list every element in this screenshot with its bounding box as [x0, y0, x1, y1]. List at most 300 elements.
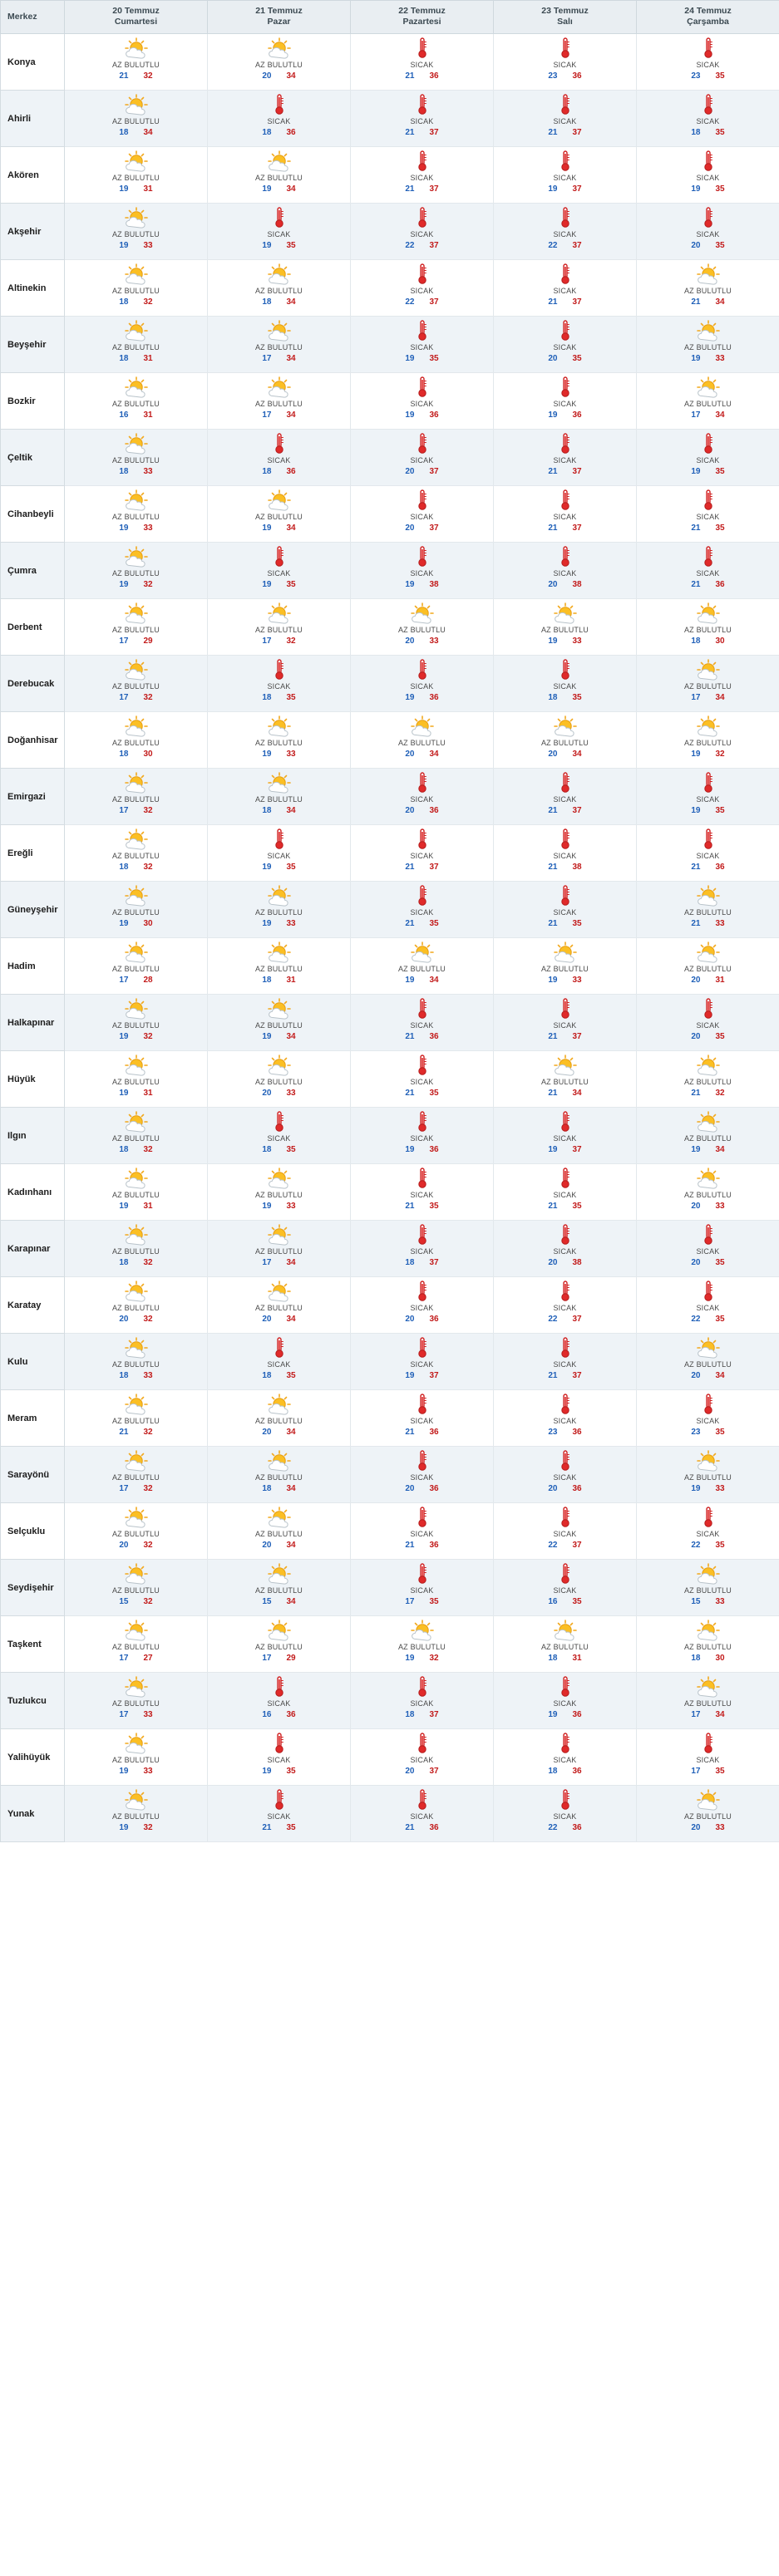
condition-label: SICAK: [267, 1134, 291, 1143]
thermometer-hot-icon: [210, 1111, 348, 1133]
sun-behind-cloud-icon: [67, 772, 205, 794]
min-temperature: 19: [548, 976, 558, 986]
sun-behind-cloud-icon: [496, 602, 634, 624]
max-temperature: 34: [429, 750, 439, 760]
min-temperature: 17: [262, 410, 272, 420]
min-temperature: 20: [405, 467, 415, 477]
max-temperature: 37: [572, 806, 582, 816]
forecast-cell: [637, 147, 779, 204]
min-temperature: 21: [405, 1032, 415, 1042]
condition-label: SICAK: [553, 1417, 577, 1426]
forecast-cell: [637, 1334, 779, 1390]
temperature-range: [210, 241, 348, 250]
max-temperature: 35: [286, 863, 296, 873]
temperature-range: [353, 580, 491, 589]
forecast-cell: [351, 1108, 494, 1164]
forecast-cell: [494, 1729, 637, 1786]
min-temperature: 19: [405, 1654, 415, 1664]
table-row: [1, 938, 779, 995]
forecast-cell: [351, 769, 494, 825]
forecast-cell: [208, 34, 351, 91]
condition-label: AZ BULUTLU: [254, 795, 303, 804]
temperature-range: [210, 1767, 348, 1776]
forecast-cell: [494, 373, 637, 430]
condition-label: SICAK: [410, 61, 434, 70]
sun-behind-cloud-icon: [210, 998, 348, 1020]
thermometer-hot-icon: [496, 1507, 634, 1528]
forecast-cell: [637, 1503, 779, 1560]
condition-label: SICAK: [553, 117, 577, 126]
temperature-range: [67, 410, 205, 420]
max-temperature: 34: [429, 976, 439, 986]
min-temperature: 17: [119, 806, 129, 816]
forecast-cell: [494, 938, 637, 995]
max-temperature: 37: [572, 128, 582, 138]
district-name[interactable]: Sarayönü: [1, 1447, 65, 1503]
condition-label: AZ BULUTLU: [111, 1812, 160, 1821]
sun-behind-cloud-icon: [210, 772, 348, 794]
min-temperature: 20: [691, 1823, 701, 1833]
sun-behind-cloud-icon: [353, 715, 491, 737]
temperature-range: [638, 1710, 777, 1719]
thermometer-hot-icon: [496, 1337, 634, 1359]
column-header-day-1: [208, 1, 351, 34]
min-temperature: 21: [691, 297, 701, 307]
thermometer-hot-icon: [496, 1224, 634, 1246]
condition-label: SICAK: [267, 1360, 291, 1369]
thermometer-hot-icon: [353, 1394, 491, 1415]
max-temperature: 32: [143, 580, 153, 590]
thermometer-hot-icon: [353, 94, 491, 116]
thermometer-hot-icon: [353, 1224, 491, 1246]
district-name[interactable]: Altinekin: [1, 260, 65, 317]
max-temperature: 34: [143, 128, 153, 138]
min-temperature: 19: [119, 1032, 129, 1042]
condition-label: SICAK: [553, 852, 577, 861]
forecast-cell: [65, 938, 208, 995]
forecast-cell: [208, 1786, 351, 1842]
temperature-range: [67, 241, 205, 250]
min-temperature: 17: [119, 1484, 129, 1494]
sun-behind-cloud-icon: [210, 1394, 348, 1415]
min-temperature: 18: [691, 1654, 701, 1664]
max-temperature: 33: [572, 976, 582, 986]
condition-label: SICAK: [696, 174, 720, 183]
sun-behind-cloud-icon: [638, 1676, 777, 1698]
district-name[interactable]: Hüyük: [1, 1051, 65, 1108]
min-temperature: 21: [548, 863, 558, 873]
thermometer-hot-icon: [353, 998, 491, 1020]
condition-label: SICAK: [267, 569, 291, 578]
thermometer-hot-icon: [353, 885, 491, 907]
temperature-range: [496, 1767, 634, 1776]
min-temperature: 20: [119, 1541, 129, 1551]
min-temperature: 18: [405, 1258, 415, 1268]
district-name[interactable]: Yalihüyük: [1, 1729, 65, 1786]
forecast-cell: [351, 1503, 494, 1560]
forecast-cell: [208, 1277, 351, 1334]
condition-label: SICAK: [553, 908, 577, 917]
min-temperature: 21: [691, 524, 701, 533]
max-temperature: 33: [572, 637, 582, 646]
max-temperature: 35: [715, 128, 725, 138]
column-header-day-0: [65, 1, 208, 34]
max-temperature: 31: [143, 410, 153, 420]
thermometer-hot-icon: [210, 94, 348, 116]
forecast-cell: [351, 1786, 494, 1842]
min-temperature: 19: [691, 806, 701, 816]
condition-label: AZ BULUTLU: [683, 1699, 732, 1708]
min-temperature: 16: [119, 410, 129, 420]
day-name-4: Çarşamba: [687, 17, 729, 27]
max-temperature: 38: [572, 580, 582, 590]
max-temperature: 35: [715, 1258, 725, 1268]
sun-behind-cloud-icon: [67, 1620, 205, 1641]
forecast-cell: [494, 825, 637, 882]
district-name[interactable]: Çeltik: [1, 430, 65, 486]
min-temperature: 18: [119, 1145, 129, 1155]
max-temperature: 33: [143, 1710, 153, 1720]
thermometer-hot-icon: [638, 489, 777, 511]
forecast-cell: [351, 938, 494, 995]
temperature-range: [353, 919, 491, 928]
temperature-range: [638, 128, 777, 137]
min-temperature: 19: [119, 1767, 129, 1777]
temperature-range: [67, 1767, 205, 1776]
district-name[interactable]: Konya: [1, 34, 65, 91]
thermometer-hot-icon: [638, 1224, 777, 1246]
max-temperature: 36: [715, 863, 725, 873]
sun-behind-cloud-icon: [67, 1394, 205, 1415]
district-name[interactable]: Çumra: [1, 543, 65, 599]
min-temperature: 19: [548, 1145, 558, 1155]
min-temperature: 20: [405, 750, 415, 760]
temperature-range: [638, 1089, 777, 1098]
max-temperature: 31: [715, 976, 725, 986]
min-temperature: 17: [262, 354, 272, 364]
forecast-cell: [351, 373, 494, 430]
district-name[interactable]: Hadim: [1, 938, 65, 995]
min-temperature: 20: [405, 1315, 415, 1325]
forecast-cell: [494, 1786, 637, 1842]
forecast-cell: [65, 543, 208, 599]
forecast-cell: [637, 317, 779, 373]
min-temperature: 19: [691, 750, 701, 760]
max-temperature: 34: [572, 750, 582, 760]
condition-label: AZ BULUTLU: [111, 965, 160, 974]
min-temperature: 19: [691, 184, 701, 194]
min-temperature: 18: [262, 1145, 272, 1155]
temperature-range: [210, 184, 348, 194]
temperature-range: [67, 71, 205, 81]
max-temperature: 32: [143, 297, 153, 307]
temperature-range: [638, 1371, 777, 1380]
thermometer-hot-icon: [353, 1337, 491, 1359]
min-temperature: 18: [262, 1484, 272, 1494]
district-name[interactable]: Taşkent: [1, 1616, 65, 1673]
max-temperature: 38: [429, 580, 439, 590]
table-row: [1, 599, 779, 656]
thermometer-hot-icon: [638, 37, 777, 59]
day-date-3: 23 Temmuz: [541, 6, 589, 16]
forecast-cell: [65, 1164, 208, 1221]
thermometer-hot-icon: [210, 1789, 348, 1811]
min-temperature: 18: [119, 467, 129, 477]
max-temperature: 37: [572, 467, 582, 477]
district-name[interactable]: Bozkir: [1, 373, 65, 430]
district-name[interactable]: Yunak: [1, 1786, 65, 1842]
condition-label: AZ BULUTLU: [254, 513, 303, 522]
day-name-2: Pazartesi: [402, 17, 441, 27]
district-name[interactable]: Akşehir: [1, 204, 65, 260]
min-temperature: 19: [262, 184, 272, 194]
max-temperature: 34: [286, 1032, 296, 1042]
forecast-cell: [65, 712, 208, 769]
table-row: [1, 1051, 779, 1108]
sun-behind-cloud-icon: [638, 715, 777, 737]
min-temperature: 21: [405, 1089, 415, 1099]
thermometer-hot-icon: [638, 772, 777, 794]
temperature-range: [67, 1371, 205, 1380]
min-temperature: 19: [119, 1089, 129, 1099]
min-temperature: 19: [548, 184, 558, 194]
sun-behind-cloud-icon: [67, 37, 205, 59]
temperature-range: [353, 354, 491, 363]
max-temperature: 34: [715, 1710, 725, 1720]
district-name[interactable]: Tuzlukcu: [1, 1673, 65, 1729]
condition-label: AZ BULUTLU: [254, 400, 303, 409]
condition-label: SICAK: [553, 61, 577, 70]
min-temperature: 20: [262, 1089, 272, 1099]
forecast-cell: [494, 260, 637, 317]
max-temperature: 37: [429, 128, 439, 138]
sun-behind-cloud-icon: [67, 941, 205, 963]
day-date-4: 24 Temmuz: [684, 6, 732, 16]
district-name[interactable]: Emirgazi: [1, 769, 65, 825]
temperature-range: [638, 71, 777, 81]
district-name[interactable]: Kadınhanı: [1, 1164, 65, 1221]
temperature-range: [210, 1597, 348, 1606]
district-name[interactable]: Kulu: [1, 1334, 65, 1390]
condition-label: SICAK: [410, 1586, 434, 1595]
forecast-cell: [208, 1221, 351, 1277]
condition-label: SICAK: [267, 682, 291, 691]
forecast-cell: [494, 769, 637, 825]
thermometer-hot-icon: [210, 1676, 348, 1698]
max-temperature: 34: [286, 1541, 296, 1551]
temperature-range: [210, 863, 348, 872]
temperature-range: [67, 128, 205, 137]
condition-label: AZ BULUTLU: [397, 1643, 446, 1652]
district-name[interactable]: Seydişehir: [1, 1560, 65, 1616]
condition-label: SICAK: [410, 569, 434, 578]
max-temperature: 35: [286, 1371, 296, 1381]
district-name[interactable]: Selçuklu: [1, 1503, 65, 1560]
district-name[interactable]: Ahirli: [1, 91, 65, 147]
temperature-range: [210, 693, 348, 702]
condition-label: AZ BULUTLU: [111, 795, 160, 804]
forecast-cell: [65, 1673, 208, 1729]
condition-label: SICAK: [267, 117, 291, 126]
max-temperature: 30: [715, 1654, 725, 1664]
table-row: [1, 995, 779, 1051]
temperature-range: [496, 1484, 634, 1493]
forecast-cell: [494, 486, 637, 543]
min-temperature: 20: [262, 1541, 272, 1551]
max-temperature: 32: [429, 1654, 439, 1664]
thermometer-hot-icon: [496, 37, 634, 59]
sun-behind-cloud-icon: [67, 1054, 205, 1076]
min-temperature: 20: [405, 637, 415, 646]
sun-behind-cloud-icon: [67, 1168, 205, 1189]
condition-label: AZ BULUTLU: [111, 230, 160, 239]
min-temperature: 18: [119, 354, 129, 364]
max-temperature: 38: [572, 863, 582, 873]
max-temperature: 33: [715, 1823, 725, 1833]
temperature-range: [67, 1597, 205, 1606]
condition-label: SICAK: [696, 569, 720, 578]
condition-label: AZ BULUTLU: [111, 1078, 160, 1087]
district-name[interactable]: Halkapınar: [1, 995, 65, 1051]
condition-label: AZ BULUTLU: [683, 343, 732, 352]
max-temperature: 31: [143, 354, 153, 364]
temperature-range: [638, 410, 777, 420]
district-name[interactable]: Doğanhisar: [1, 712, 65, 769]
district-name[interactable]: Derebucak: [1, 656, 65, 712]
temperature-range: [353, 1145, 491, 1154]
district-name[interactable]: Ilgın: [1, 1108, 65, 1164]
condition-label: SICAK: [410, 230, 434, 239]
forecast-cell: [351, 1051, 494, 1108]
sun-behind-cloud-icon: [638, 941, 777, 963]
district-name[interactable]: Karapınar: [1, 1221, 65, 1277]
forecast-cell: [494, 656, 637, 712]
sun-behind-cloud-icon: [353, 602, 491, 624]
temperature-range: [210, 1823, 348, 1832]
condition-label: SICAK: [696, 513, 720, 522]
min-temperature: 21: [548, 467, 558, 477]
temperature-range: [353, 1371, 491, 1380]
thermometer-hot-icon: [496, 1281, 634, 1302]
sun-behind-cloud-icon: [210, 602, 348, 624]
min-temperature: 15: [691, 1597, 701, 1607]
max-temperature: 34: [715, 410, 725, 420]
max-temperature: 38: [572, 1258, 582, 1268]
max-temperature: 36: [429, 1541, 439, 1551]
forecast-cell: [351, 1560, 494, 1616]
max-temperature: 30: [143, 750, 153, 760]
condition-label: AZ BULUTLU: [683, 908, 732, 917]
min-temperature: 18: [262, 693, 272, 703]
max-temperature: 33: [143, 467, 153, 477]
max-temperature: 34: [715, 1371, 725, 1381]
condition-label: AZ BULUTLU: [683, 1473, 732, 1482]
forecast-cell: [65, 1277, 208, 1334]
forecast-cell: [65, 882, 208, 938]
max-temperature: 36: [286, 467, 296, 477]
district-name[interactable]: Akören: [1, 147, 65, 204]
temperature-range: [638, 693, 777, 702]
min-temperature: 19: [548, 1710, 558, 1720]
min-temperature: 21: [691, 863, 701, 873]
forecast-cell: [637, 34, 779, 91]
temperature-range: [638, 1597, 777, 1606]
forecast-cell: [637, 1616, 779, 1673]
temperature-range: [67, 806, 205, 815]
thermometer-hot-icon: [353, 1054, 491, 1076]
forecast-cell: [637, 995, 779, 1051]
condition-label: AZ BULUTLU: [111, 287, 160, 296]
district-name[interactable]: Meram: [1, 1390, 65, 1447]
temperature-range: [210, 467, 348, 476]
condition-label: SICAK: [410, 1756, 434, 1765]
forecast-cell: [637, 1108, 779, 1164]
temperature-range: [496, 637, 634, 646]
forecast-cell: [65, 204, 208, 260]
sun-behind-cloud-icon: [67, 376, 205, 398]
sun-behind-cloud-icon: [638, 1789, 777, 1811]
forecast-cell: [351, 91, 494, 147]
min-temperature: 19: [405, 1371, 415, 1381]
max-temperature: 36: [429, 1315, 439, 1325]
condition-label: AZ BULUTLU: [683, 1643, 732, 1652]
sun-behind-cloud-icon: [210, 1168, 348, 1189]
condition-label: SICAK: [553, 1021, 577, 1030]
temperature-range: [67, 1710, 205, 1719]
condition-label: AZ BULUTLU: [111, 1756, 160, 1765]
thermometer-hot-icon: [353, 772, 491, 794]
table-row: [1, 1503, 779, 1560]
temperature-range: [638, 524, 777, 533]
thermometer-hot-icon: [638, 433, 777, 455]
district-name[interactable]: Güneyşehir: [1, 882, 65, 938]
condition-label: SICAK: [696, 230, 720, 239]
district-name[interactable]: Karatay: [1, 1277, 65, 1334]
thermometer-hot-icon: [210, 1733, 348, 1754]
min-temperature: 18: [691, 128, 701, 138]
district-name[interactable]: Ereğli: [1, 825, 65, 882]
sun-behind-cloud-icon: [67, 546, 205, 568]
forecast-cell: [637, 204, 779, 260]
condition-label: SICAK: [410, 287, 434, 296]
sun-behind-cloud-icon: [210, 715, 348, 737]
forecast-cell: [637, 1277, 779, 1334]
condition-label: SICAK: [410, 1473, 434, 1482]
temperature-range: [638, 241, 777, 250]
temperature-range: [638, 1202, 777, 1211]
forecast-cell: [637, 769, 779, 825]
thermometer-hot-icon: [353, 433, 491, 455]
district-name[interactable]: Beyşehir: [1, 317, 65, 373]
district-name[interactable]: Derbent: [1, 599, 65, 656]
temperature-range: [353, 1428, 491, 1437]
condition-label: SICAK: [410, 1134, 434, 1143]
condition-label: SICAK: [267, 230, 291, 239]
max-temperature: 32: [143, 1484, 153, 1494]
table-row: [1, 1334, 779, 1390]
district-name[interactable]: Cihanbeyli: [1, 486, 65, 543]
temperature-range: [210, 1654, 348, 1663]
thermometer-hot-icon: [638, 1394, 777, 1415]
sun-behind-cloud-icon: [67, 1733, 205, 1754]
sun-behind-cloud-icon: [67, 828, 205, 850]
thermometer-hot-icon: [496, 263, 634, 285]
min-temperature: 21: [405, 71, 415, 81]
temperature-range: [496, 1145, 634, 1154]
min-temperature: 22: [548, 241, 558, 251]
condition-label: AZ BULUTLU: [111, 117, 160, 126]
thermometer-hot-icon: [353, 376, 491, 398]
